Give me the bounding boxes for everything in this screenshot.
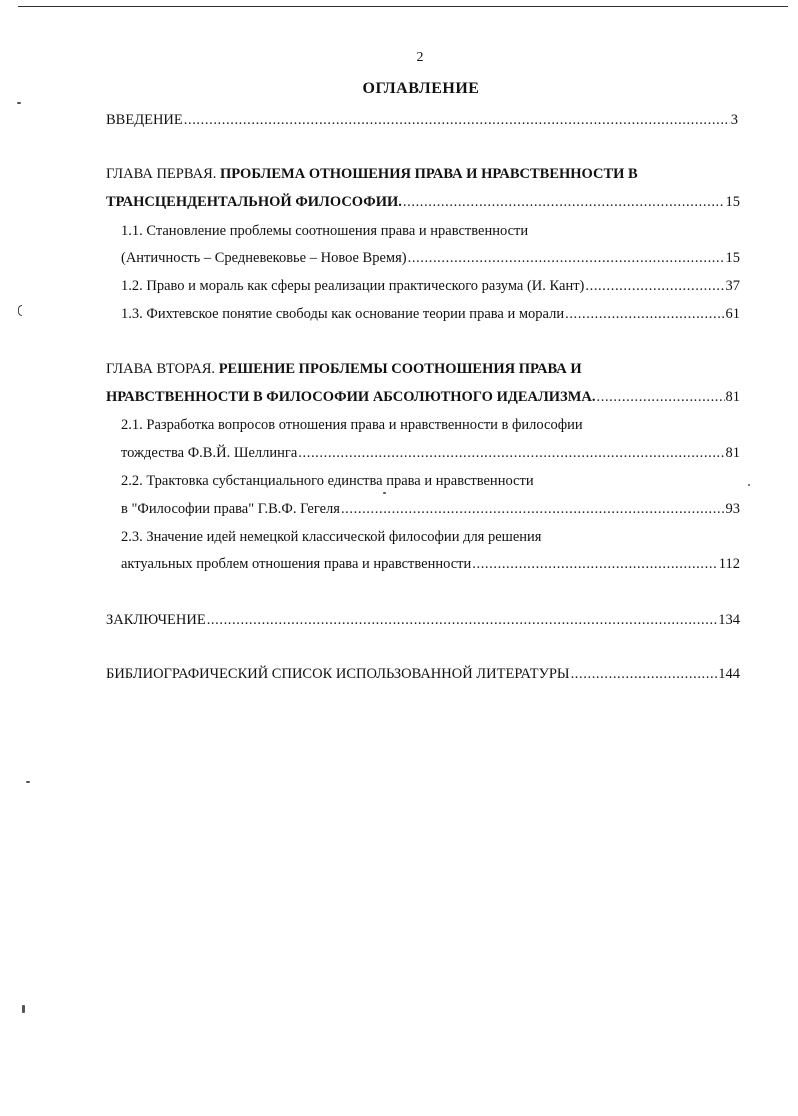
chapter1-prefix: ГЛАВА ПЕРВАЯ. bbox=[106, 166, 217, 182]
section-2-1-page: 81 bbox=[725, 445, 740, 461]
dot-leader bbox=[403, 194, 725, 211]
toc-section-2-2[interactable] bbox=[121, 501, 740, 521]
dot-leader bbox=[408, 250, 725, 267]
chapter2-title-line1: РЕШЕНИЕ ПРОБЛЕМЫ СООТНОШЕНИЯ ПРАВА И bbox=[218, 361, 582, 377]
bibliography-page: 144 bbox=[718, 666, 740, 682]
section-2-2-page: 93 bbox=[725, 501, 740, 517]
toc-section-2-2-line1[interactable]: 2.2. Трактовка субстанциального единства права и нравственности bbox=[121, 473, 534, 489]
section-2-3-line2: актуальных проблем отношения права и нравственности bbox=[121, 556, 472, 572]
section-1-1-line2: (Античность – Средневековье – Новое Время) bbox=[121, 250, 407, 266]
section-2-2-line2: в "Философии права" Г.В.Ф. Гегеля bbox=[121, 501, 340, 517]
toc-section-1-1-line1[interactable]: 1.1. Становление проблемы соотношения права и нравственности bbox=[121, 223, 529, 239]
dot-leader bbox=[585, 278, 724, 295]
toc-chapter1-heading[interactable] bbox=[106, 166, 638, 183]
chapter2-title-line2: НРАВСТВЕННОСТИ В ФИЛОСОФИИ АБСОЛЮТНОГО ИДЕАЛИЗМА. bbox=[106, 389, 596, 405]
toc-section-2-3-line1[interactable]: 2.3. Значение идей немецкой классической философии для решения bbox=[121, 529, 542, 545]
toc-chapter2-heading[interactable] bbox=[106, 361, 582, 378]
toc-section-1-2[interactable] bbox=[121, 278, 740, 298]
dot-leader bbox=[565, 306, 724, 323]
scan-speck bbox=[26, 781, 30, 783]
toc-entry-conclusion[interactable] bbox=[106, 612, 740, 632]
chapter1-title-line2: ТРАНСЦЕНДЕНТАЛЬНОЙ ФИЛОСОФИИ. bbox=[106, 194, 402, 210]
section-2-3-page: 112 bbox=[718, 556, 740, 572]
toc-chapter1-title-line2[interactable] bbox=[106, 194, 740, 214]
dot-leader bbox=[341, 501, 725, 518]
scan-speck bbox=[748, 484, 750, 486]
toc-entry-intro-page: 3 bbox=[730, 112, 738, 128]
conclusion-page: 134 bbox=[718, 612, 740, 628]
dot-leader bbox=[571, 666, 718, 683]
section-2-1-line2: тождества Ф.В.Й. Шеллинга bbox=[121, 445, 298, 461]
toc-section-2-1[interactable] bbox=[121, 445, 740, 465]
chapter1-title-line1: ПРОБЛЕМА ОТНОШЕНИЯ ПРАВА И НРАВСТВЕННОСТИ В bbox=[220, 166, 638, 182]
toc-entry-intro[interactable] bbox=[106, 112, 738, 132]
chapter1-page: 15 bbox=[725, 194, 740, 210]
bibliography-label: БИБЛИОГРАФИЧЕСКИЙ СПИСОК ИСПОЛЬЗОВАННОЙ ЛИТЕРАТУРЫ bbox=[106, 666, 570, 682]
toc-section-2-1-line1[interactable]: 2.1. Разработка вопросов отношения права и нравственности в философии bbox=[121, 417, 583, 433]
section-1-3-page: 61 bbox=[725, 306, 740, 322]
conclusion-label: ЗАКЛЮЧЕНИЕ bbox=[106, 612, 206, 628]
scan-speck bbox=[17, 102, 21, 104]
toc-title: ОГЛАВЛЕНИЕ bbox=[362, 80, 480, 97]
section-1-2-label: 1.2. Право и мораль как сферы реализации практического разума (И. Кант) bbox=[121, 278, 585, 294]
scan-speck bbox=[383, 492, 386, 494]
scan-speck bbox=[22, 1005, 25, 1013]
toc-section-2-3[interactable] bbox=[121, 556, 740, 576]
toc-chapter2-title-line2[interactable] bbox=[106, 389, 740, 409]
chapter2-prefix: ГЛАВА ВТОРАЯ. bbox=[106, 361, 216, 377]
toc-section-1-1[interactable] bbox=[121, 250, 740, 270]
toc-entry-intro-label: ВВЕДЕНИЕ bbox=[106, 112, 183, 128]
chapter2-page: 81 bbox=[725, 389, 740, 405]
dot-leader bbox=[298, 445, 724, 462]
page-number: 2 bbox=[416, 50, 424, 65]
section-1-2-page: 37 bbox=[725, 278, 740, 294]
dot-leader bbox=[207, 612, 718, 629]
dot-leader bbox=[597, 389, 725, 406]
dot-leader bbox=[472, 556, 718, 573]
toc-section-1-3[interactable] bbox=[121, 306, 740, 326]
section-1-1-page: 15 bbox=[725, 250, 740, 266]
section-1-3-label: 1.3. Фихтевское понятие свободы как основание теории права и морали bbox=[121, 306, 565, 322]
dot-leader bbox=[184, 112, 730, 129]
scan-speck bbox=[18, 305, 22, 316]
toc-entry-bibliography[interactable] bbox=[106, 666, 740, 686]
page-top-edge bbox=[18, 6, 788, 7]
